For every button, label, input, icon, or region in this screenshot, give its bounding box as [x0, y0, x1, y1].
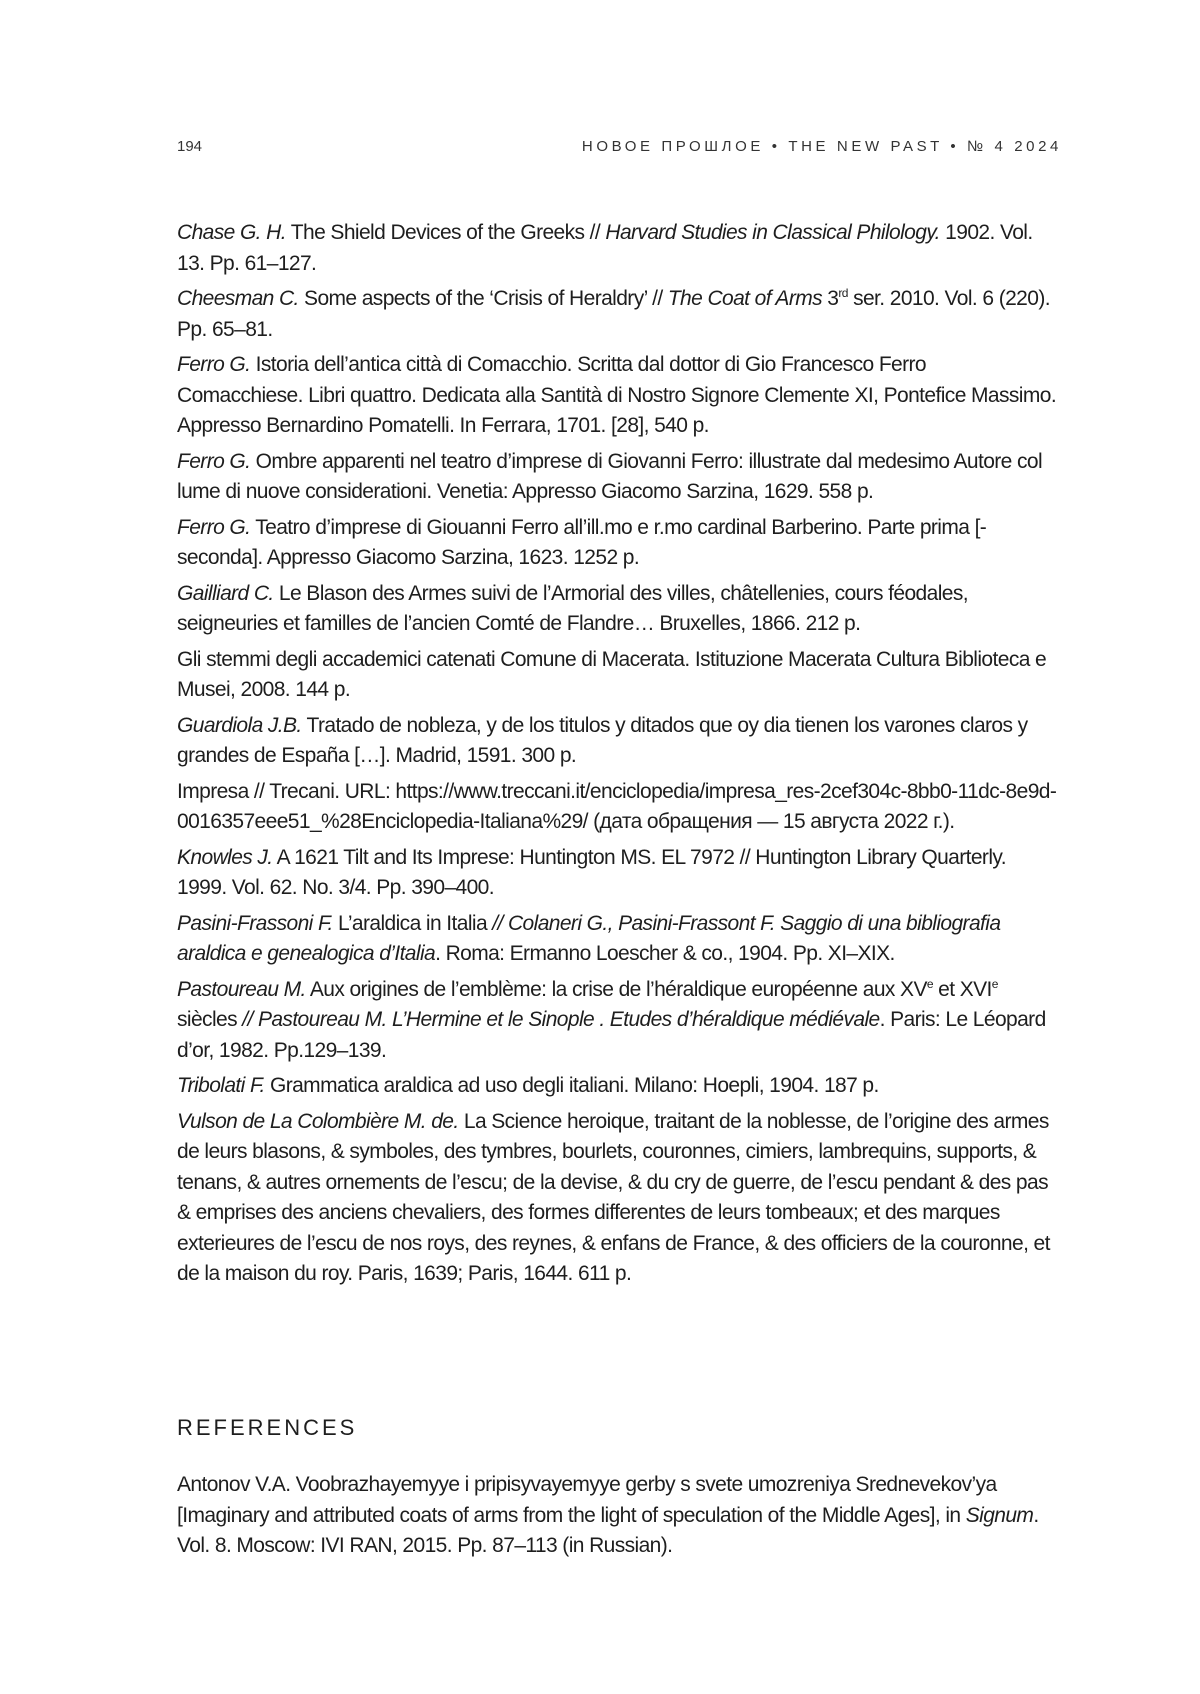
reference-entry: Ferro G. Istoria dell’antica città di Comacchio. Scritta dal dottor di Gio Francesco Ferro Comacchiese. Libri quattro. Dedicata alla Santità di Nostro Signore Clemente XI, Pontefice Massimo. Appresso Bernardino Pomatelli. In Ferrara, 1701. [28], 540 p.	[177, 350, 1057, 442]
reference-author: Tribolati F.	[177, 1074, 265, 1097]
reference-entry: Antonov V.A. Voobrazhayemyye i pripisyvayemyye gerby s svete umozreniya Srednevekov’ya [Imaginary and attributed coats of arms from the light of speculation of the Middle Ages], in Signum. Vol. 8. Moscow: IVI RAN, 2015. Pp. 87–113 (in Russian).	[177, 1470, 1057, 1562]
reference-entry: Guardiola J.B. Tratado de nobleza, y de los titulos y ditados que oy dia tienen los varones claros y grandes de España […]. Madrid, 1591. 300 p.	[177, 711, 1057, 772]
references-heading: REFERENCES	[177, 1415, 357, 1441]
reference-entry: Pastoureau M. Aux origines de l’emblème: la crise de l’héraldique européenne aux XVe et XVIe siècles // Pastoureau M. L’Hermine et le Sinople . Etudes d’héraldique médiévale. Paris: Le Léopard d’or, 1982. Pp.129–139.	[177, 975, 1057, 1067]
reference-entry: Ferro G. Ombre apparenti nel teatro d’imprese di Giovanni Ferro: illustrate dal medesimo Autore col lume di nuove considerationi. Venetia: Appresso Giacomo Sarzina, 1629. 558 p.	[177, 447, 1057, 508]
reference-entry: Tribolati F. Grammatica araldica ad uso degli italiani. Milano: Hoepli, 1904. 187 p.	[177, 1071, 1057, 1102]
reference-author: Vulson de La Colombière M. de.	[177, 1110, 459, 1133]
bibliography-list	[177, 218, 1057, 1295]
reference-author: Pastoureau M.	[177, 978, 306, 1001]
reference-entry: Vulson de La Colombière M. de. La Science heroique, traitant de la noblesse, de l’origine des armes de leurs blasons, & symboles, des tymbres, bourlets, couronnes, cimiers, lambrequins, supports, & tenans, & autres ornements de l’escu; de la devise, & du cry de guerre, de l’escu pendant & des pas & emprises des anciens chevaliers, des formes differentes de leurs tombeaux; et des marques exterieures de l’escu de nos roys, des reynes, & enfans de France, & des officiers de la couronne, et de la maison du roy. Paris, 1639; Paris, 1644. 611 p.	[177, 1107, 1057, 1290]
reference-source: // Pastoureau M. L’Hermine et le Sinople . Etudes d’héraldique médiévale	[242, 1008, 879, 1031]
reference-author: Gailliard C.	[177, 582, 274, 605]
page-header	[177, 138, 1062, 155]
running-title: НОВОЕ ПРОШЛОЕ • THE NEW PAST • № 4 2024	[582, 138, 1062, 155]
reference-source: Harvard Studies in Classical Philology.	[605, 221, 940, 244]
reference-author: Ferro G.	[177, 516, 250, 539]
reference-author: Knowles J.	[177, 846, 273, 869]
reference-entry: Ferro G. Teatro d’imprese di Giouanni Ferro all’ill.mo e r.mo cardinal Barberino. Parte prima [-seconda]. Appresso Giacomo Sarzina, 1623. 1252 p.	[177, 513, 1057, 574]
page	[0, 0, 1200, 1694]
reference-author: Guardiola J.B.	[177, 714, 302, 737]
reference-entry: Pasini-Frassoni F. L’araldica in Italia // Colaneri G., Pasini-Frassont F. Saggio di una bibliografia araldica e genealogica d’Italia. Roma: Ermanno Loescher & co., 1904. Pp. XI–XIX.	[177, 909, 1057, 970]
reference-author: Chase G. H.	[177, 221, 286, 244]
reference-source: The Coat of Arms	[668, 287, 822, 310]
reference-entry: Gli stemmi degli accademici catenati Comune di Macerata. Istituzione Macerata Cultura Biblioteca e Musei, 2008. 144 p.	[177, 645, 1057, 706]
page-number: 194	[177, 138, 202, 155]
reference-source: // Colaneri G., Pasini-Frassont F. Saggio di una bibliografia araldica e genealogica d’Italia	[177, 912, 1000, 966]
reference-author: Ferro G.	[177, 353, 250, 376]
reference-author: Ferro G.	[177, 450, 250, 473]
reference-entry: Gailliard C. Le Blason des Armes suivi de l’Armorial des villes, châtellenies, cours féodales, seigneuries et familles de l’ancien Comté de Flandre… Bruxelles, 1866. 212 p.	[177, 579, 1057, 640]
reference-author: Cheesman C.	[177, 287, 299, 310]
reference-entry: Chase G. H. The Shield Devices of the Greeks // Harvard Studies in Classical Philology. 1902. Vol. 13. Pp. 61–127.	[177, 218, 1057, 279]
reference-entry: Cheesman C. Some aspects of the ‘Crisis of Heraldry’ // The Coat of Arms 3rd ser. 2010. Vol. 6 (220). Pp. 65–81.	[177, 284, 1057, 345]
reference-source: Signum	[966, 1504, 1034, 1527]
reference-entry: Knowles J. A 1621 Tilt and Its Imprese: Huntington MS. EL 7972 // Huntington Library Quarterly. 1999. Vol. 62. No. 3/4. Pp. 390–400.	[177, 843, 1057, 904]
english-references-list	[177, 1470, 1057, 1567]
reference-entry: Impresa // Trecani. URL: https://www.treccani.it/enciclopedia/impresa_res-2cef304c-8bb0-11dc-8e9d-0016357eee51_%28Enciclopedia-Italiana%29/ (дата обращения — 15 августа 2022 г.).	[177, 777, 1057, 838]
reference-author: Pasini-Frassoni F.	[177, 912, 333, 935]
